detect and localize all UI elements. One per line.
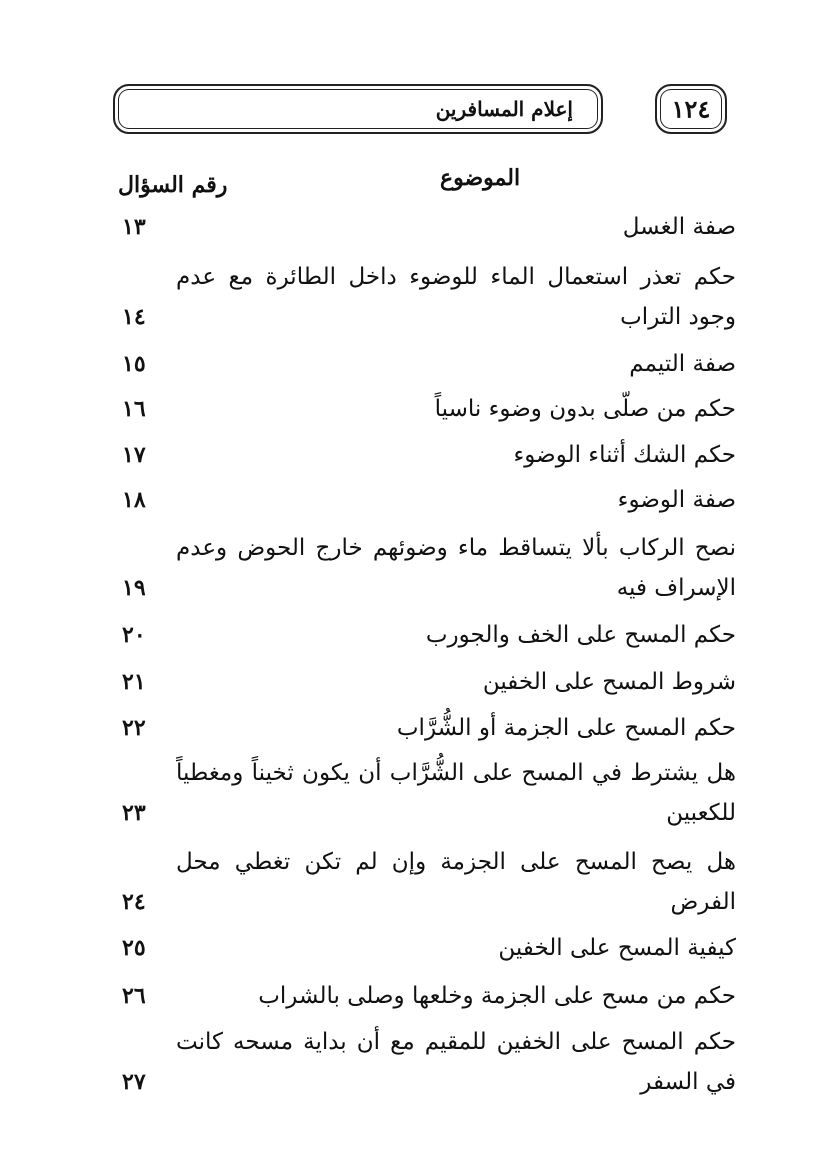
toc-row xyxy=(110,928,736,968)
topic-text: هل يصح المسح على الجزمة وإن لم تكن تغطي محل الفرض xyxy=(176,849,736,915)
toc-row xyxy=(110,662,736,702)
book-title: إعلام المسافرين xyxy=(435,97,573,121)
toc-row xyxy=(110,257,736,337)
question-number: ١٧ xyxy=(122,442,146,468)
question-number: ٢١ xyxy=(122,669,146,695)
topic-text: نصح الركاب بألا يتساقط ماء وضوئهم خارج الحوض وعدم الإسراف فيه xyxy=(176,535,736,601)
topic-text: حكم من صلّى بدون وضوء ناسياً xyxy=(434,396,736,422)
toc-row xyxy=(110,207,736,247)
question-number: ٢٤ xyxy=(122,889,146,915)
question-number: ١٦ xyxy=(122,396,146,422)
topic-text: حكم الشك أثناء الوضوء xyxy=(513,442,736,468)
question-number: ١٣ xyxy=(122,214,146,240)
topic-text: كيفية المسح على الخفين xyxy=(498,935,736,961)
toc-row xyxy=(110,480,736,520)
topic-text: حكم المسح على الجزمة أو الشُّرَّاب xyxy=(396,715,736,741)
toc-row xyxy=(110,435,736,475)
question-number: ١٩ xyxy=(122,575,146,601)
question-number: ٢٢ xyxy=(122,715,146,741)
question-number: ١٥ xyxy=(122,351,146,377)
topic-text: صفة التيمم xyxy=(629,351,736,377)
page-number: ١٢٤ xyxy=(671,94,711,124)
toc-row xyxy=(110,344,736,384)
toc-row xyxy=(110,976,736,1016)
column-heading-topic: الموضوع xyxy=(440,165,521,191)
topic-text: شروط المسح على الخفين xyxy=(482,669,736,695)
toc-row xyxy=(110,1022,736,1102)
question-number: ١٤ xyxy=(122,304,146,330)
toc-row xyxy=(110,615,736,655)
question-number: ٢٥ xyxy=(122,935,146,961)
topic-text: صفة الوضوء xyxy=(617,487,736,513)
topic-text: حكم من مسح على الجزمة وخلعها وصلى بالشراب xyxy=(258,983,736,1009)
topic-text: حكم المسح على الخف والجورب xyxy=(425,622,736,648)
toc-row xyxy=(110,753,736,833)
toc-row xyxy=(110,708,736,748)
column-heading-question-number: رقم السؤال xyxy=(118,172,228,198)
question-number: ٢٧ xyxy=(122,1069,146,1095)
question-number: ٢٣ xyxy=(122,800,146,826)
question-number: ١٨ xyxy=(122,487,146,513)
header-title-frame xyxy=(113,84,603,134)
toc-row xyxy=(110,389,736,429)
topic-text: حكم المسح على الخفين للمقيم مع أن بداية مسحه كانت في السفر xyxy=(176,1029,736,1095)
header-page-frame xyxy=(655,84,727,134)
question-number: ٢٦ xyxy=(122,983,146,1009)
toc-row xyxy=(110,528,736,608)
toc-row xyxy=(110,842,736,922)
question-number: ٢٠ xyxy=(122,622,146,648)
topic-text: صفة الغسل xyxy=(622,214,736,240)
topic-text: هل يشترط في المسح على الشُّرَّاب أن يكون ثخيناً ومغطياً للكعبين xyxy=(176,760,736,826)
topic-text: حكم تعذر استعمال الماء للوضوء داخل الطائرة مع عدم وجود التراب xyxy=(176,264,736,330)
